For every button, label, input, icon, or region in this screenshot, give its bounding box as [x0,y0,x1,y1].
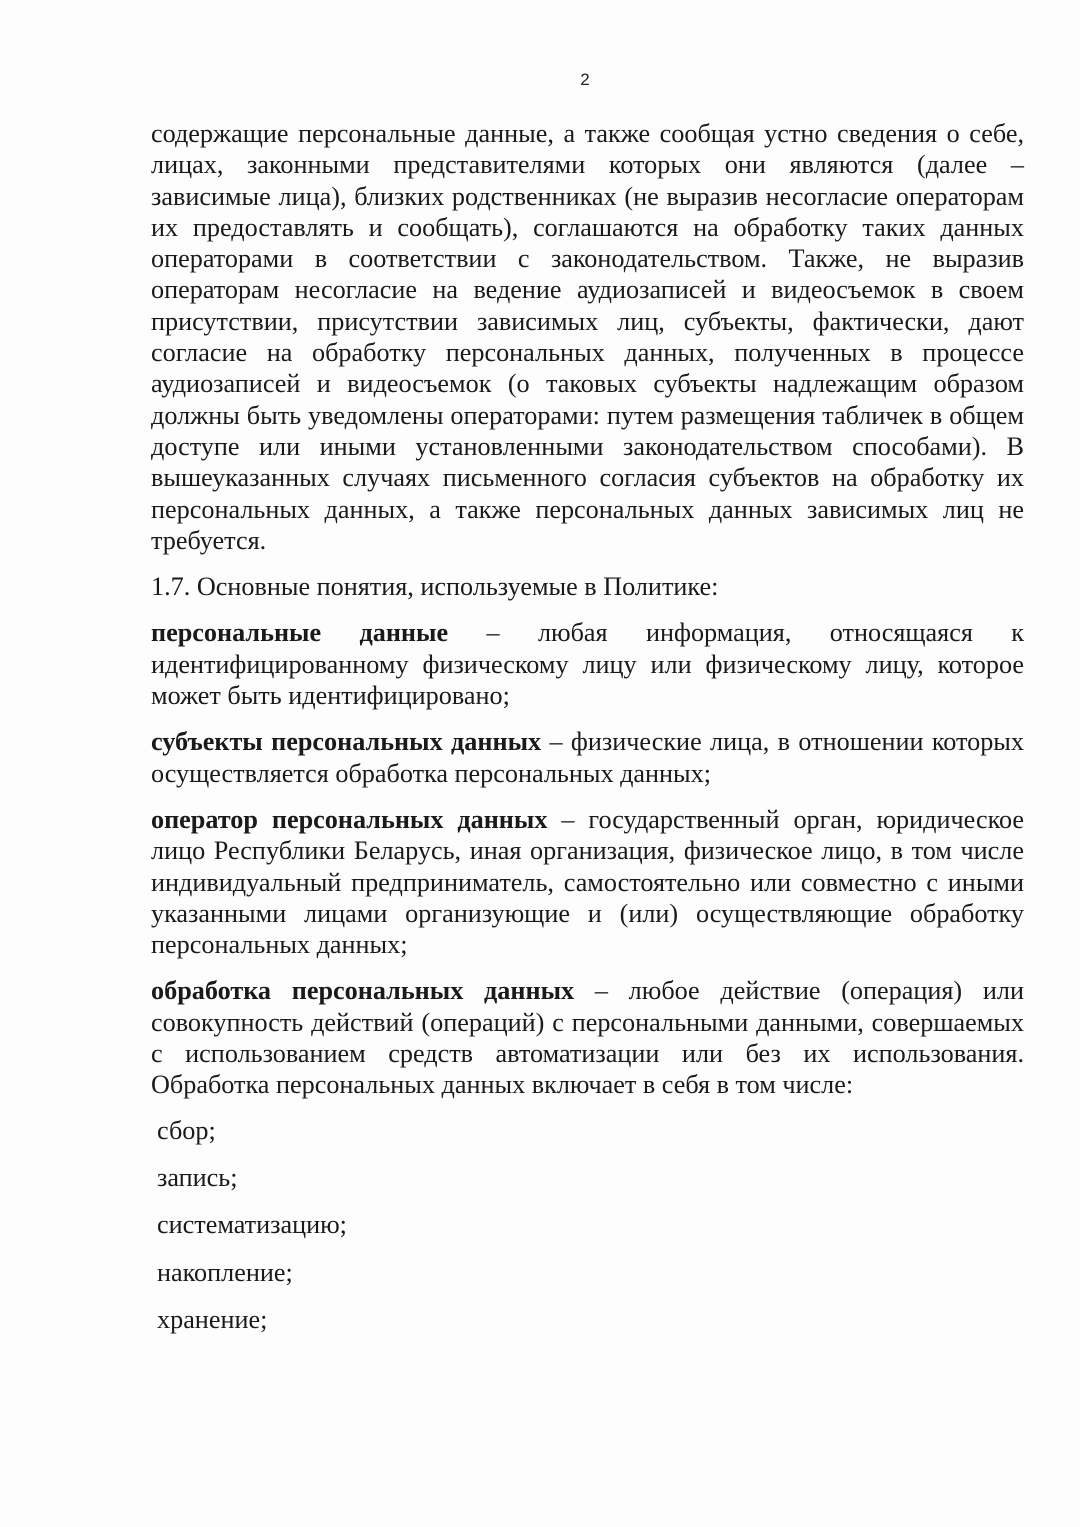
list-item: накопление; [157,1257,293,1287]
list-item: систематизацию; [157,1210,347,1240]
page-number: 2 [580,70,590,89]
definition-term: обработка персональных данных [151,976,575,1006]
definition-text: – любая информация, относящаяся к идентифицированному физическому лицу или физическому лицу, которое может быть идентифицировано; [151,618,1024,711]
list-item: сбор; [157,1115,216,1145]
definition-text: – физические лица, в отношении которых осуществляется обработка персональных данных; [151,727,1024,788]
definition-personal-data [151,617,1024,711]
processing-actions-list [157,1115,1024,1335]
definition-term: персональные данные [151,618,449,648]
definition-text: – любое действие (операция) или совокупность действий (операций) с персональными данными, совершаемых с использованием средств автоматизации или без их использования. Обработка персональных данных включает в себя в том числе: [151,976,1024,1100]
section-heading: 1.7. Основные понятия, используемые в Политике: [151,572,719,602]
intro-paragraph: содержащие персональные данные, а также сообщая устно сведения о себе, лицах, законными представителями которых они являются (далее – зависимые лица), близких родственниках (не выразив несогласие операторам их предоставлять и сообщать), соглашаются на обработку таких данных операторами в соответствии с законодательством. Также, не выразив операторам несогласие на ведение аудиозаписей и видеосъемок в своем присутствии, присутствии зависимых лиц, субъекты, фактически, дают согласие на обработку персональных данных, полученных в процессе аудиозаписей и видеосъемок (о таковых субъекты надлежащим образом должны быть уведомлены операторами: путем размещения табличек в общем доступе или иными установленными законодательством способами). В вышеуказанных случаях письменного согласия субъектов на обработку их персональных данных, а также персональных данных зависимых лиц не требуется. [151,119,1024,555]
definition-data-processing [151,975,1024,1100]
definition-term: оператор персональных данных [151,804,548,834]
definition-term: субъекты персональных данных [151,727,542,757]
list-item: запись; [157,1162,238,1192]
document-body [151,118,1024,1351]
definition-data-operator [151,804,1024,960]
definition-data-subjects [151,726,1024,789]
list-item: хранение; [157,1304,268,1334]
definition-text: – государственный орган, юридическое лицо Республики Беларусь, иная организация, физическое лицо, в том числе индивидуальный предприниматель, самостоятельно или совместно с иными указанными лицами организующие и (или) осуществляющие обработку персональных данных; [151,804,1024,960]
